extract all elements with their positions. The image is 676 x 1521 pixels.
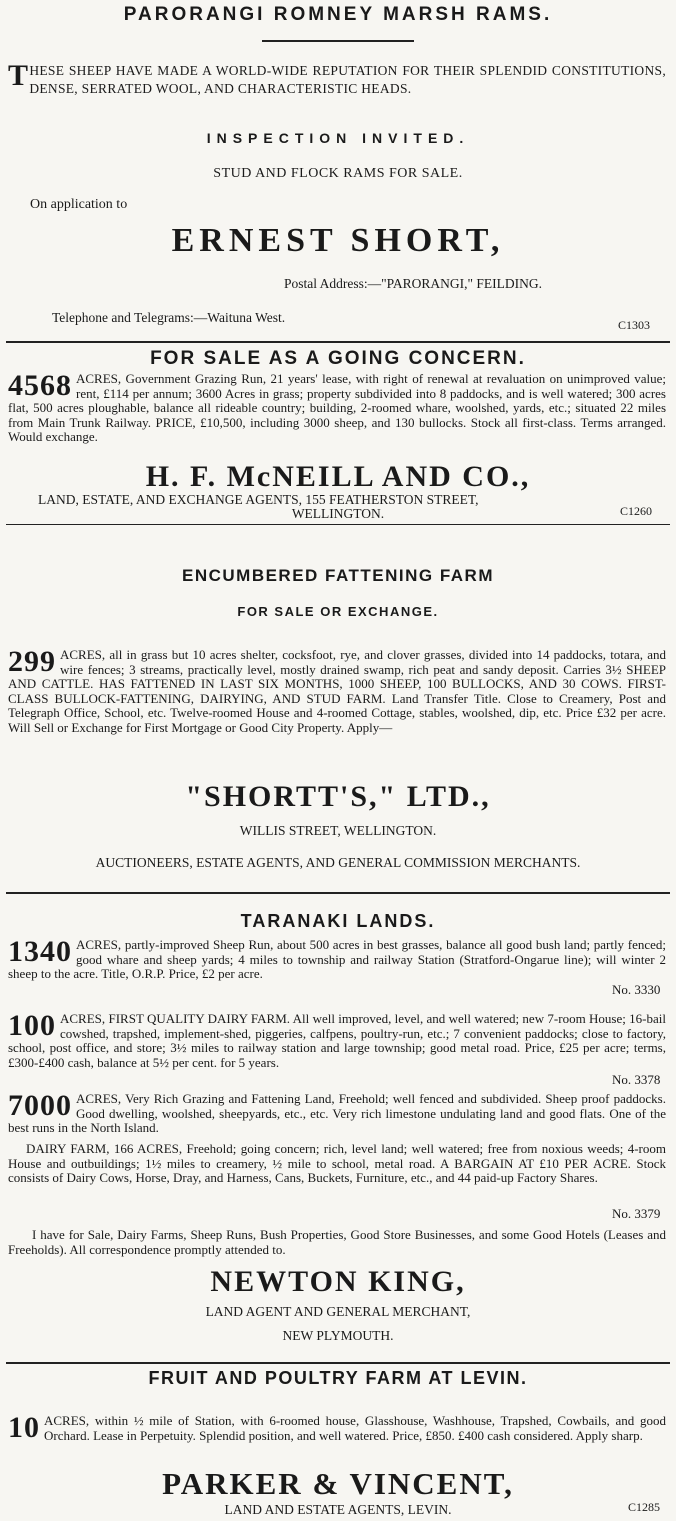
ad1-body-text: HESE SHEEP HAVE MADE A WORLD-WIDE REPUTATION FOR THEIR SPLENDID CONSTITUTIONS, DENSE, SERRATED WOOL, AND CHARACTERISTIC HEADS.: [29, 63, 666, 96]
ad3-number: 299: [8, 645, 56, 678]
ad4-closing: [8, 1228, 666, 1257]
ad3-body-text: ACRES, all in grass but 10 acres shelter, cocksfoot, rye, and clover grasses, divided into 14 paddocks, totara, and wire fences; 3 streams, practically level, mostly drained swamp, rich peat and sandy deposit. Carries 3½ SHEEP AND CATTLE. HAS FATTENED IN LAST SIX MONTHS, 1000 SHEEP, 100 BULLOCKS, AND 30 COWS. FIRST-CLASS BULLOCK-FATTENING, DAIRYING, AND STUD FARM. Land Transfer Title. Close to Creamery, Post and Telegraph Office, School, etc. Twelve-roomed House and 4-roomed Cottage, stables, woolshed, dip, etc. Price £32 per acre. Will Sell or Exchange for First Mortgage or Good City Property. Apply—: [8, 647, 666, 735]
ad1-on-application: On application to: [30, 197, 128, 212]
ad2-code: C1260: [620, 504, 653, 518]
divider-4: [6, 1362, 670, 1364]
ad1-name: ERNEST SHORT,: [171, 222, 505, 259]
ad1-title-rule: [262, 40, 414, 42]
divider-2: [6, 524, 670, 525]
ad4-item1-no: No. 3330: [612, 982, 661, 997]
ad3-address: WILLIS STREET, WELLINGTON.: [239, 823, 437, 838]
ad1-postal: Postal Address:—"PARORANGI," FEILDING.: [284, 276, 543, 291]
ad4-item2-number: 100: [8, 1009, 56, 1042]
ad4-item4-text: DAIRY FARM, 166 ACRES, Freehold; going concern; rich, level land; well watered; free from noxious weeds; 4-room House and outbuildings; 1½ miles to creamery, ½ mile to school, metal road. A BARGAIN AT £10 PER ACRE. Stock consists of Dairy Cows, Horse, Dray, and Harness, Cans, Buckets, Furniture, etc., and 44 paid-up Factory Shares.: [8, 1141, 666, 1185]
ad2-address1: LAND, ESTATE, AND EXCHANGE AGENTS, 155 FEATHERSTON STREET,: [38, 492, 479, 507]
ad2-body-text: ACRES, Government Grazing Run, 21 years' lease, with right of renewal at revaluation on unimproved value; rent, £114 per annum; 3600 Acres in grass; property subdivided into 8 paddocks, and is well watered; 300 acres flat, 500 acres ploughable, balance all rideable country; building, 2-roomed whare, woolshed, yards, etc.; situated 22 miles from Main Trunk Railway. PRICE, £10,500, including 3000 sheep, and 130 bullocks. Stock all first-class. Terms arranged. Would exchange.: [8, 371, 666, 444]
ad1-dropcap: T: [8, 59, 29, 92]
ad3-subtitle: FOR SALE OR EXCHANGE.: [237, 604, 439, 619]
ad4-item2-text: ACRES, FIRST QUALITY DAIRY FARM. All well improved, level, and well watered; new 7-room House; 16-bail cowshed, trapshed, implement-shed, piggeries, calfpens, poultry-run, etc.; 7 convenient paddocks; close to factory, school, post office, and store; 3½ miles to railway station and large township; good metal road. Price, £25 per acre; terms, £300-£400 cash, balance at 5½ per cent. for 5 years.: [8, 1011, 666, 1070]
ad4-item3-text: ACRES, Very Rich Grazing and Fattening Land, Freehold; well fenced and subdivided. Sheep proof paddocks. Good dwelling, woolshed, sheepyards, etc., etc. Very rich limestone undulating land and good flats. One of the best runs in the North Island.: [8, 1091, 666, 1135]
ad4-item3-number: 7000: [8, 1089, 72, 1122]
ad1-inspection: INSPECTION INVITED.: [206, 130, 470, 146]
ad2-name: H. F. McNEILL AND CO.,: [145, 460, 531, 493]
ad4-item2-no: No. 3378: [612, 1072, 661, 1087]
ad4-item3: [8, 1089, 666, 1136]
ad5-title: FRUIT AND POULTRY FARM AT LEVIN.: [148, 1368, 528, 1388]
ad4-closing-text: I have for Sale, Dairy Farms, Sheep Runs, Bush Properties, Good Store Businesses, and some Good Hotels (Leases and Freeholds). All correspondence promptly attended to.: [8, 1227, 666, 1257]
ad4-item1-number: 1340: [8, 935, 72, 968]
ad5-number: 10: [8, 1411, 40, 1444]
ad4-item4-no: No. 3379: [612, 1206, 661, 1221]
ad3-name: "SHORTT'S," LTD.,: [185, 780, 491, 813]
ad1-telephone: Telephone and Telegrams:—Waituna West.: [52, 310, 286, 325]
ad4-item4: [8, 1142, 666, 1186]
divider-1: [6, 341, 670, 343]
ad3-title: ENCUMBERED FATTENING FARM: [181, 566, 494, 585]
ad5-trade: LAND AND ESTATE AGENTS, LEVIN.: [224, 1502, 452, 1517]
ad5-body: [8, 1411, 666, 1444]
ad5-name: PARKER & VINCENT,: [162, 1466, 514, 1501]
ad2-number: 4568: [8, 369, 72, 402]
ad5-body-text: ACRES, within ½ mile of Station, with 6-roomed house, Glasshouse, Washhouse, Trapshed, Cowbails, and good Orchard. Lease in Perpetuity. Splendid position, and well watered. Price, £850. £400 cash considered. Apply sharp.: [44, 1413, 666, 1443]
ad4-title: TARANAKI LANDS.: [240, 911, 436, 931]
ad3-trade: AUCTIONEERS, ESTATE AGENTS, AND GENERAL COMMISSION MERCHANTS.: [95, 855, 581, 870]
ad2-title: FOR SALE AS A GOING CONCERN.: [150, 348, 526, 369]
ad4-item2: [8, 1009, 666, 1070]
ad2-body: [8, 369, 666, 445]
ad3-body: [8, 645, 666, 735]
divider-3: [6, 892, 670, 894]
ad2-address2: WELLINGTON.: [291, 506, 385, 521]
ad1-stud: STUD AND FLOCK RAMS FOR SALE.: [213, 166, 463, 181]
ad1-code: C1303: [618, 318, 651, 332]
ad4-name: NEWTON KING,: [210, 1265, 466, 1298]
ad4-town: NEW PLYMOUTH.: [282, 1328, 394, 1343]
ad5-code: C1285: [628, 1500, 661, 1514]
ad1-body: [8, 59, 666, 98]
ad4-item1-text: ACRES, partly-improved Sheep Run, about 500 acres in best grasses, balance all good bush land; partly fenced; good whare and sheep yards; 4 miles to township and railway Station (Stratford-Ongarue line); will winter 2 sheep to the acre. Title, O.R.P. Price, £2 per acre.: [8, 937, 666, 981]
ad4-item1: [8, 935, 666, 982]
ad1-title: PARORANGI ROMNEY MARSH RAMS.: [123, 4, 553, 25]
ad4-trade: LAND AGENT AND GENERAL MERCHANT,: [205, 1304, 471, 1319]
